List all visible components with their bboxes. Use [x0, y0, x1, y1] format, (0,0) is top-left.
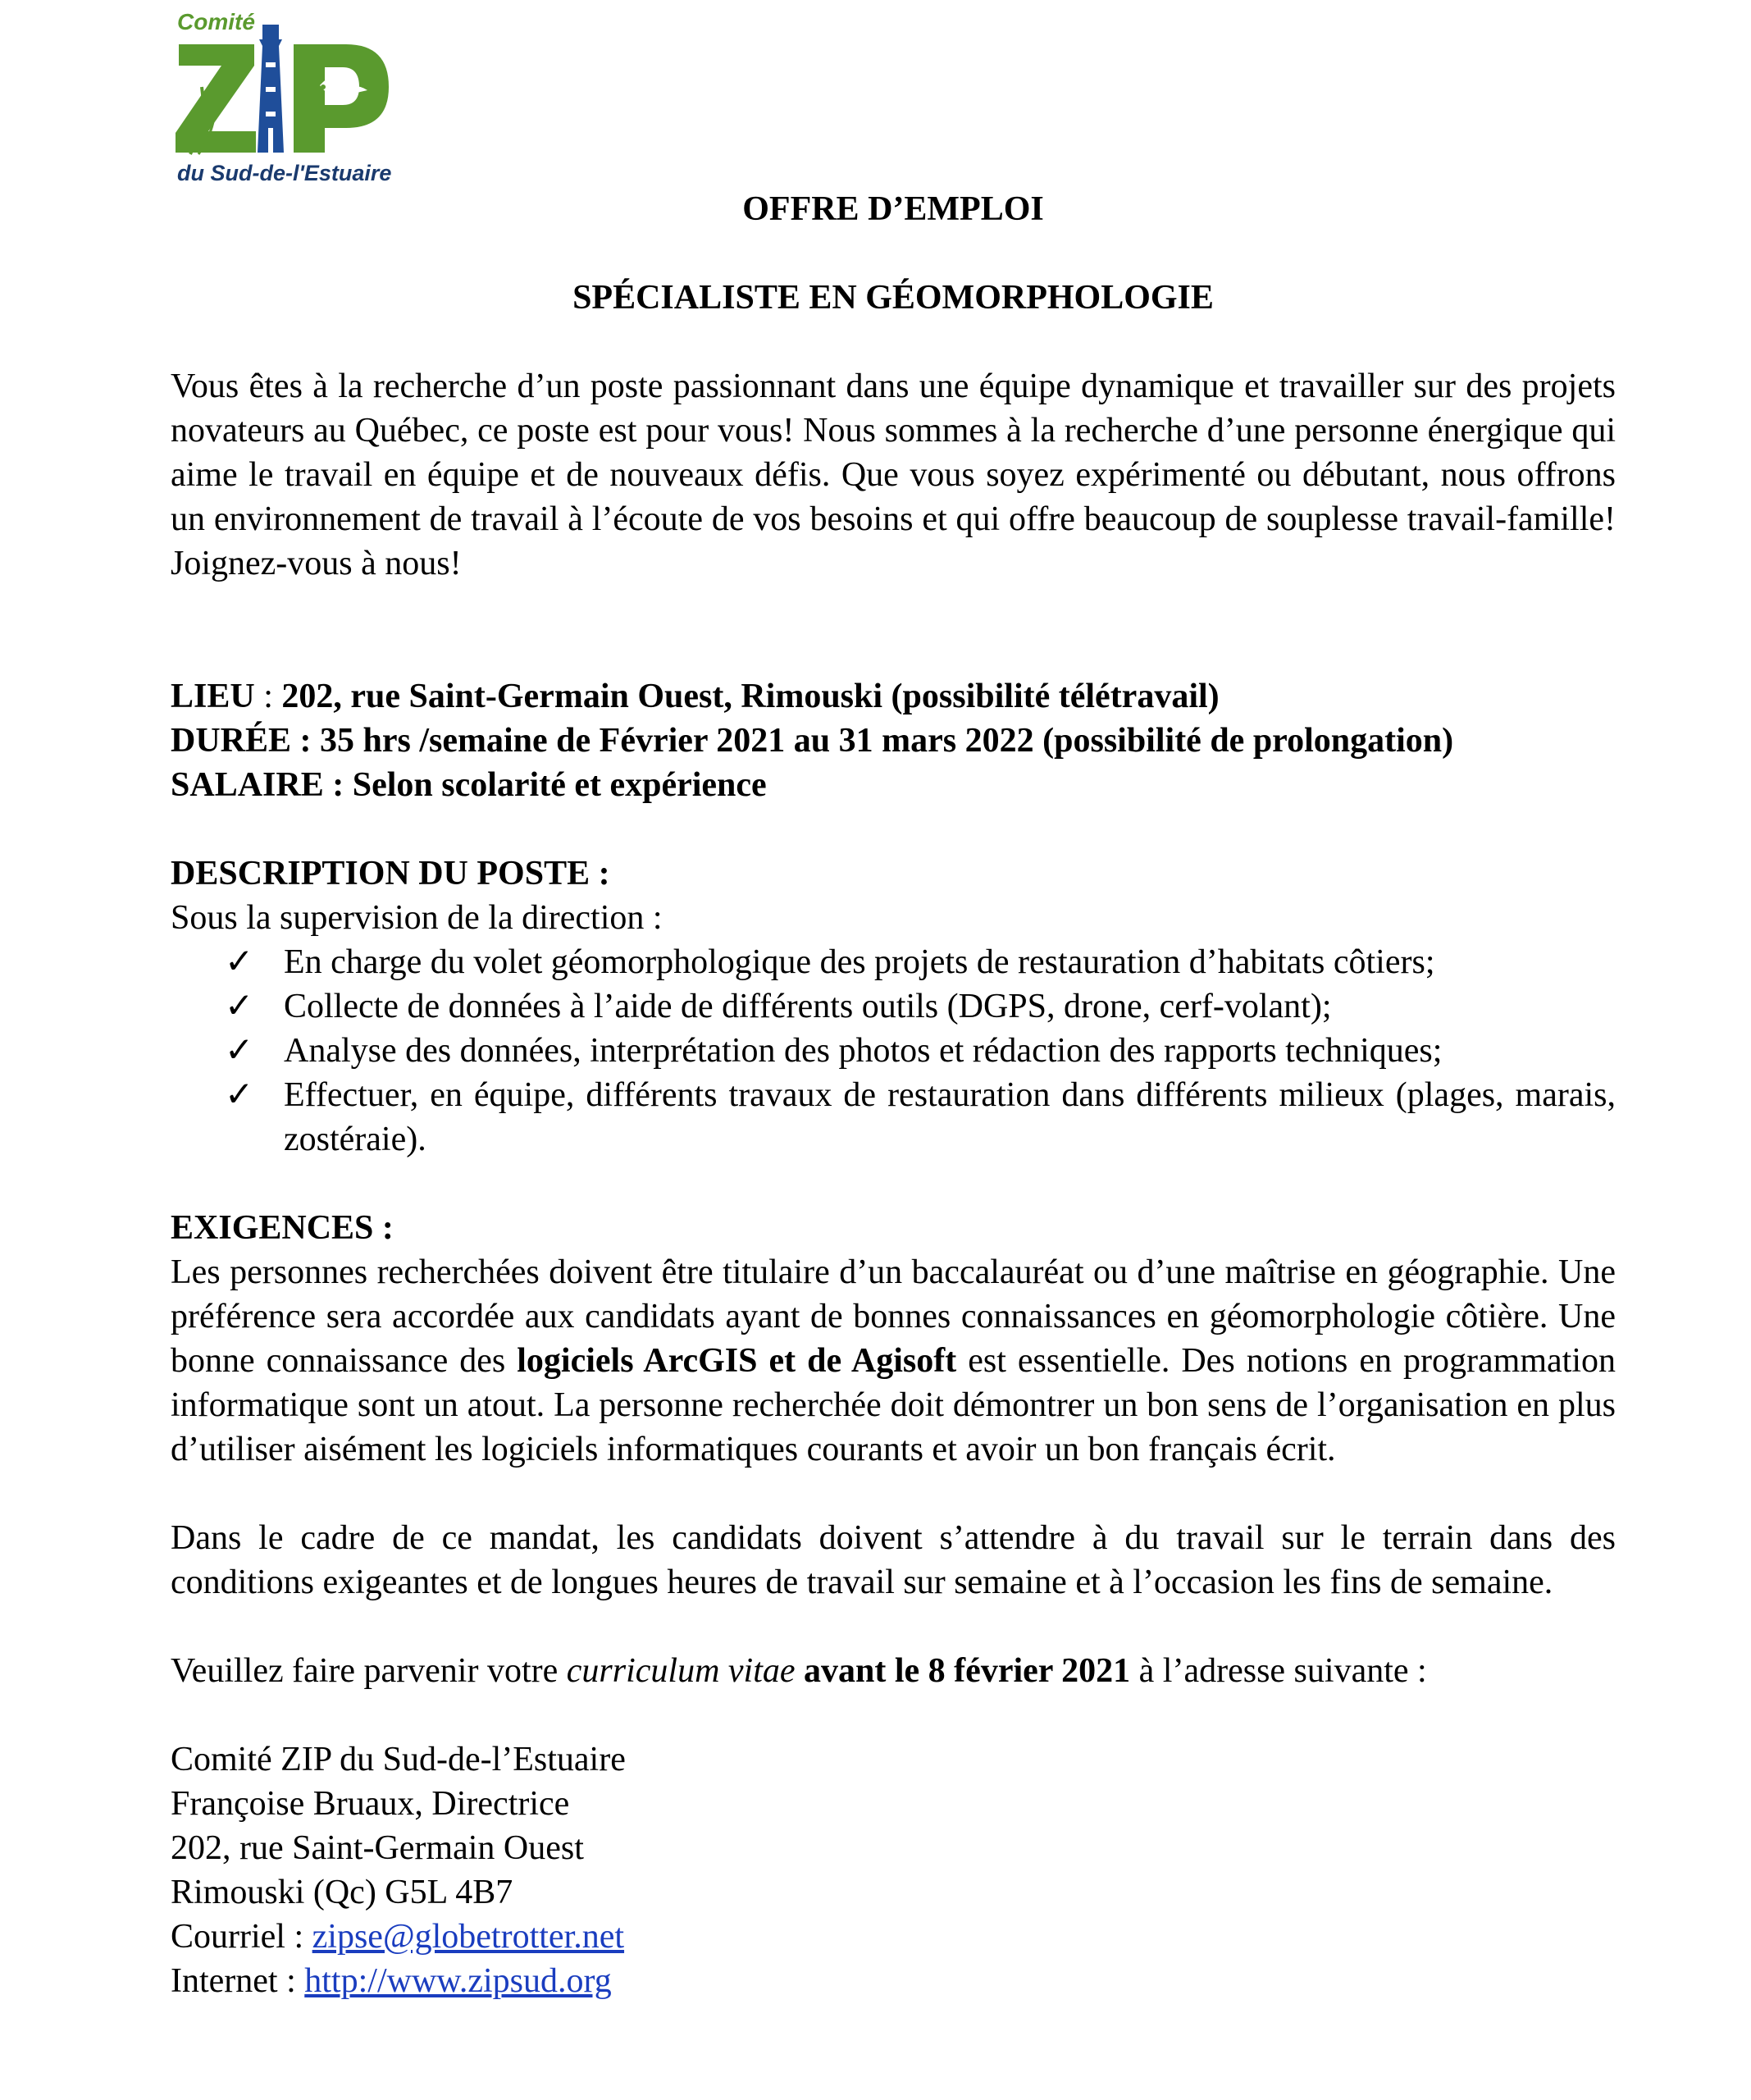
lighthouse-icon — [258, 25, 284, 153]
lieu-value: 202, rue Saint-Germain Ouest, Rimouski (possibilité télétravail) — [281, 678, 1220, 715]
check-icon: ✓ — [225, 988, 254, 1025]
logo-bottom-text: du Sud-de-l'Estuaire — [177, 161, 392, 185]
description-list — [171, 940, 1616, 1162]
exigences-section — [171, 1206, 1616, 1472]
document-title: OFFRE D’EMPLOI — [742, 190, 1044, 228]
list-item: ✓ Collecte de données à l’aide de différents outils (DGPS, drone, cerf-volant); — [284, 984, 1616, 1029]
description-section — [171, 851, 1616, 1162]
exigences-heading: EXIGENCES : — [171, 1209, 394, 1247]
lieu-label: LIEU — [171, 678, 255, 715]
exigences-paragraph: Les personnes recherchées doivent être titulaire d’un baccalauréat ou d’une maîtrise en géographie. Une préférence sera accordée aux candidats ayant de bonnes connaissances en géomorphologie côtière. Une bonne connaissance des logiciels ArcGIS et de Agisoft est essentielle. Des notions en programmation informatique sont un atout. La personne recherchée doit démontrer un bon sens de l’organisation en plus d’utiliser aisément les logiciels informatiques courants et avoir un bon français écrit. — [171, 1253, 1616, 1468]
apply-paragraph: Veuillez faire parvenir votre curriculum vitae avant le 8 février 2021 à l’adresse suivante : — [171, 1652, 1427, 1690]
check-icon: ✓ — [225, 943, 254, 981]
salaire-line: SALAIRE : Selon scolarité et expérience — [171, 766, 767, 804]
logo-letter-z — [176, 44, 256, 153]
list-item: ✓ En charge du volet géomorphologique des projets de restauration d’habitats côtiers; — [284, 940, 1616, 984]
document-body — [171, 187, 1616, 2003]
address-line-2: Françoise Bruaux, Directrice — [171, 1785, 570, 1823]
web-line: Internet : http://www.zipsud.org — [171, 1962, 612, 2000]
description-lead: Sous la supervision de la direction : — [171, 899, 663, 937]
software-emphasis: logiciels ArcGIS et de Agisoft — [517, 1342, 957, 1380]
contact-address — [171, 1737, 1616, 2003]
job-details — [171, 674, 1616, 807]
email-line: Courriel : zipse@globetrotter.net — [171, 1918, 625, 1956]
intro-paragraph: Vous êtes à la recherche d’un poste passionnant dans une équipe dynamique et travailler sur des projets novateurs au Québec, ce poste est pour vous! Nous sommes à la recherche d’une personne énergique qui aime le travail en équipe et de nouveaux défis. Que vous soyez expérimenté ou débutant, nous offrons un environnement de travail à l’écoute de vos besoins et qui offre beaucoup de souplesse travail-famille! Joignez-vous à nous! — [171, 368, 1616, 582]
address-line-3: 202, rue Saint-Germain Ouest — [171, 1829, 584, 1867]
logo-top-text: Comité — [177, 9, 255, 34]
address-line-1: Comité ZIP du Sud-de-l’Estuaire — [171, 1741, 626, 1778]
cv-italic: curriculum vitae — [566, 1652, 796, 1690]
check-icon: ✓ — [225, 1032, 254, 1070]
comite-zip-logo — [174, 5, 397, 187]
address-line-4: Rimouski (Qc) G5L 4B7 — [171, 1874, 513, 1911]
website-link[interactable]: http://www.zipsud.org — [304, 1962, 612, 2000]
deadline: avant le 8 février 2021 — [804, 1652, 1131, 1690]
lieu-line — [171, 674, 1616, 719]
logo-letter-p — [294, 44, 389, 153]
email-link[interactable]: zipse@globetrotter.net — [312, 1918, 625, 1956]
list-item: ✓ Effectuer, en équipe, différents travaux de restauration dans différents milieux (plages, marais, zostéraie). — [284, 1073, 1616, 1162]
check-icon: ✓ — [225, 1076, 254, 1114]
lieu-separator: : — [254, 678, 282, 715]
list-item: ✓ Analyse des données, interprétation des photos et rédaction des rapports techniques; — [284, 1029, 1616, 1073]
duree-line: DURÉE : 35 hrs /semaine de Février 2021 au 31 mars 2022 (possibilité de prolongation) — [171, 722, 1454, 760]
mandat-paragraph: Dans le cadre de ce mandat, les candidats doivent s’attendre à du travail sur le terrain dans des conditions exigeantes et de longues heures de travail sur semaine et à l’occasion les fins de semaine. — [171, 1519, 1616, 1601]
description-heading: DESCRIPTION DU POSTE : — [171, 855, 610, 892]
document-subtitle: SPÉCIALISTE EN GÉOMORPHOLOGIE — [572, 279, 1214, 317]
